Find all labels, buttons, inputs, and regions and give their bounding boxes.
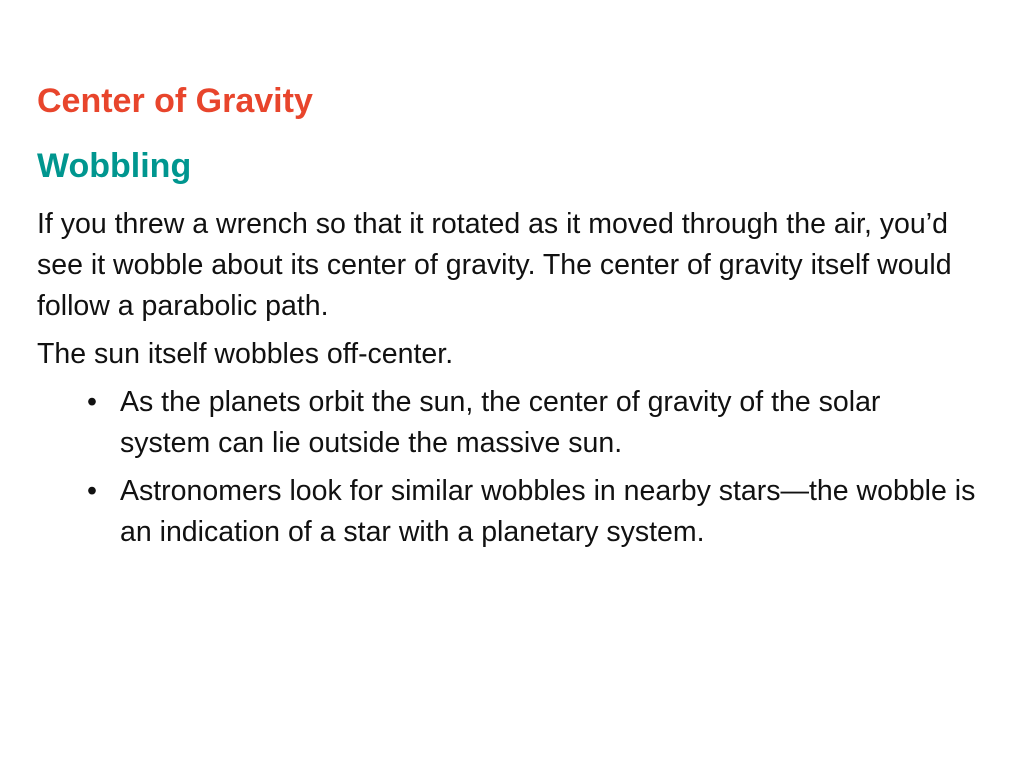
body-paragraph: If you threw a wrench so that it rotated as it moved through the air, you’d see it wobble about its center of gravity. The center of gravity itself would follow a parabolic path. <box>37 208 952 322</box>
bullet-icon: • <box>87 475 97 507</box>
bullet-icon: • <box>87 386 97 418</box>
bullet-list <box>37 382 977 553</box>
bullet-text: As the planets orbit the sun, the center of gravity of the solar system can lie outside the massive sun. <box>120 386 881 459</box>
bullet-item <box>87 471 977 553</box>
bullet-text: Astronomers look for similar wobbles in nearby stars—the wobble is an indication of a star with a planetary system. <box>120 475 976 548</box>
slide-body <box>37 204 977 560</box>
bullet-item <box>87 382 977 464</box>
slide-subtitle: Wobbling <box>37 147 192 185</box>
slide-title: Center of Gravity <box>37 82 313 120</box>
body-paragraph: The sun itself wobbles off-center. <box>37 338 454 370</box>
